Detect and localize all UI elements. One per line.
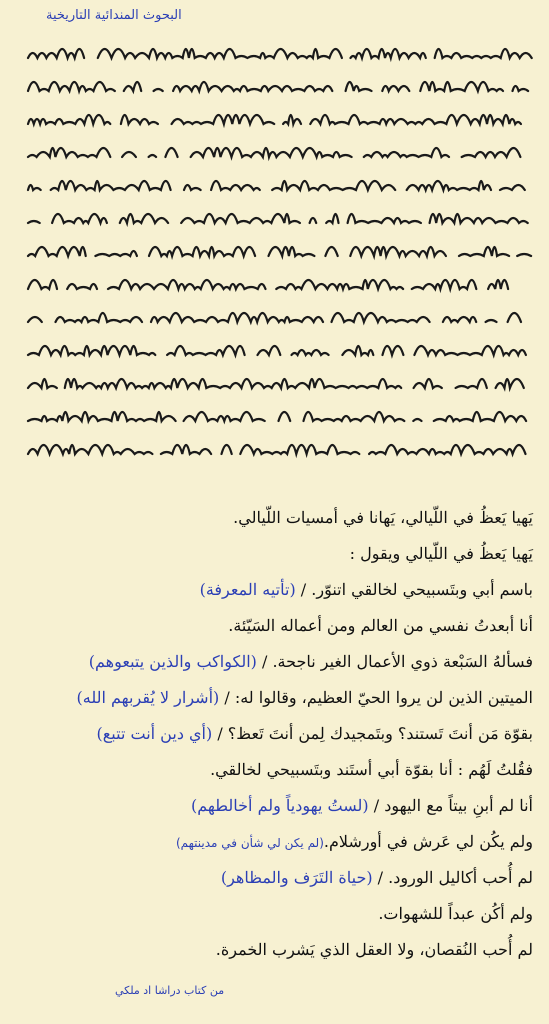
translation-line — [0, 932, 549, 968]
line-text: فسألهُ السَبْعة ذوي الأعمال الغير ناجحة. / — [256, 652, 533, 671]
manuscript-script-row — [28, 313, 521, 322]
manuscript-stroke — [28, 280, 521, 289]
line-text: ولم أكُن عبداً للشهوات. — [378, 904, 533, 923]
line-explanatory-note: (حياة التَرَف والمظاهر) — [220, 868, 373, 887]
line-explanatory-note: (لم يكن لي شأن في مدينتهم) — [175, 836, 324, 850]
manuscript-script-row — [28, 148, 520, 157]
line-text: الميتين الذين لن يروا الحيّ العظيم، وقالوا له: / — [219, 688, 533, 707]
manuscript-stroke — [28, 379, 537, 388]
line-text: يَهيا يَعظُ في اللّيالي ويقول : — [349, 544, 533, 563]
line-text: يَهيا يَعظُ في اللّيالي، يَهانا في أمسيات اللّيالي. — [233, 508, 533, 527]
line-text: باسم أبي وبتَسبيحي لخالقي اتنوّر. / — [295, 580, 533, 599]
mandaic-manuscript-image — [0, 34, 549, 484]
manuscript-script-row — [28, 346, 526, 355]
line-explanatory-note: (تأتيه المعرفة) — [199, 580, 296, 599]
manuscript-stroke — [28, 247, 531, 256]
translation-line — [0, 536, 549, 572]
translation-line — [0, 752, 549, 788]
translation-line — [0, 860, 549, 896]
manuscript-stroke — [28, 148, 520, 157]
manuscript-stroke — [28, 82, 528, 91]
line-text: ولم يكُن لي عَرش في أورشلام. — [323, 832, 533, 851]
manuscript-script-row — [28, 445, 526, 454]
line-text: لم أُحب النُقصان، ولا العقل الذي يَشرب الخمرة. — [215, 940, 533, 959]
translation-line — [0, 644, 549, 680]
manuscript-stroke — [28, 214, 528, 223]
manuscript-stroke — [28, 445, 526, 454]
manuscript-script-row — [28, 280, 521, 289]
translation-block — [0, 500, 549, 968]
manuscript-script-row — [28, 247, 531, 256]
line-explanatory-note: (أي دين أنت تتبع) — [96, 724, 213, 743]
line-explanatory-note: (لستُ يهودياً ولم أخالطهم) — [191, 796, 369, 815]
translation-line — [0, 608, 549, 644]
translation-line — [0, 788, 549, 824]
manuscript-script-row — [28, 49, 532, 58]
translation-line — [0, 824, 549, 860]
line-explanatory-note: (الكواكب والذين يتبعوهم) — [88, 652, 257, 671]
manuscript-stroke — [28, 181, 525, 190]
manuscript-stroke — [28, 346, 526, 355]
manuscript-stroke — [28, 412, 526, 421]
translation-line — [0, 716, 549, 752]
line-text: أنا أبعدتُ نفسي من العالم ومن أعماله السَيّئة. — [228, 616, 533, 635]
source-citation: من كتاب دراشا اد ملكي — [115, 984, 225, 997]
line-text: بقوّة مَن أنتَ تَستند؟ وبتَمجيدك لِمن أنتَ تَعظ؟ / — [212, 724, 533, 743]
manuscript-script-row — [28, 214, 528, 223]
manuscript-script-row — [28, 82, 528, 91]
translation-line — [0, 896, 549, 932]
manuscript-script-row — [28, 412, 526, 421]
translation-line — [0, 572, 549, 608]
line-explanatory-note: (أشرار لا يُقربهم الله) — [76, 688, 220, 707]
translation-line — [0, 500, 549, 536]
line-text: أنا لم أبنِ بيتاً مع اليهود / — [368, 796, 533, 815]
manuscript-script-row — [28, 181, 525, 190]
manuscript-stroke — [28, 313, 521, 322]
manuscript-script-svg — [0, 34, 549, 484]
line-text: لم أُحب أكاليل الورود. / — [372, 868, 533, 887]
line-text: فقُلتُ لَهُم : أنا بقوّة أبي أستَند وبتَسبيحي لخالقي. — [210, 760, 533, 779]
manuscript-script-row — [28, 379, 537, 388]
manuscript-stroke — [28, 115, 521, 124]
manuscript-stroke — [28, 49, 532, 58]
manuscript-script-row — [28, 115, 521, 124]
translation-line — [0, 680, 549, 716]
page-header-title: البحوث المندائية التاريخية — [46, 8, 182, 23]
